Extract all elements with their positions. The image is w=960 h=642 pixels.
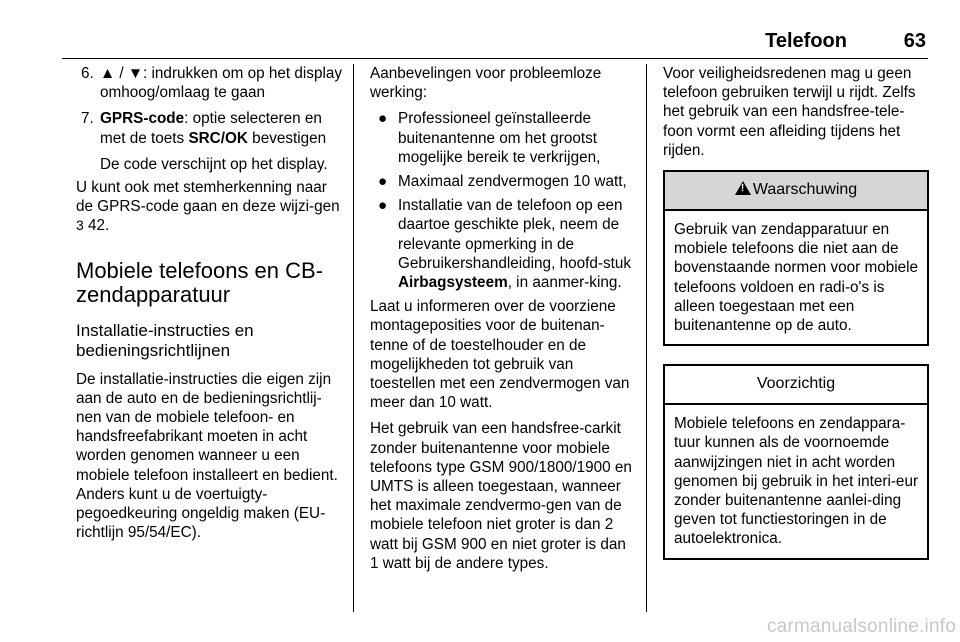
item-number: 7.: [81, 110, 94, 128]
warning-header: [665, 172, 927, 211]
src-ok-term: SRC/OK: [188, 129, 248, 147]
bullet-item: [370, 172, 636, 191]
warning-text: Gebruik van zendapparatuur en mobiele telefoons die niet aan de bovenstaande normen voor mobiele telefoons voldoen en radi-o's is alleen toegestaan met een buitenantenne op de auto.: [674, 221, 919, 335]
bullet-text: Installatie van de telefoon op een daartoe geschikte plek, neem de relevante opmerking in de Gebruikershandleiding, hoofd-stuk: [398, 197, 631, 272]
page-header: [62, 28, 928, 59]
item-text: bevestigen: [247, 129, 327, 147]
caution-header: Voorzichtig: [665, 366, 927, 405]
arrow-right-icon: 3: [76, 217, 84, 234]
bullet-icon: ●: [378, 197, 388, 215]
caution-box: [663, 364, 929, 559]
item-text: ▲ / ▼: indrukken om op het display omhoog/omlaag te gaan: [100, 65, 343, 102]
item-text: : optie selecteren en met de toets: [100, 110, 322, 147]
warning-triangle-icon: [735, 181, 751, 195]
bullet-text: Maximaal zendvermogen 10 watt,: [398, 173, 627, 191]
page-number: 63: [903, 30, 926, 52]
warning-box: [663, 170, 929, 346]
bullet-icon: ●: [378, 173, 388, 191]
bullet-item: [370, 196, 636, 292]
column-3: [663, 64, 929, 578]
caution-text: Mobiele telefoons en zendappara-tuur kunnen als de voornoemde aanwijzingen niet in acht worden genomen bij gebruik in het interi-eur zonder buitenantenne aanlei-ding geven tot functiestoringen in de autoelektronica.: [674, 415, 919, 548]
heading-installation: Installatie-instructies en bedieningsrichtlijnen: [76, 320, 254, 360]
sub-paragraph: De code verschijnt op het display.: [100, 155, 328, 173]
paragraph: [76, 178, 342, 236]
bullet-icon: ●: [378, 110, 388, 128]
section-title: Telefoon: [765, 30, 847, 52]
paragraph-text: U kunt ook met stemherkenning naar de GPRS-code gaan en deze wijzi-gen: [76, 179, 340, 216]
column-divider: [353, 64, 354, 612]
watermark: carmanualsonline.info: [766, 616, 956, 637]
paragraph: Voor veiligheidsredenen mag u geen telefoon gebruiken terwijl u rijdt. Zelfs het gebruik van een handsfree-tele-foon vormt een afleiding tijdens het rijden.: [663, 65, 916, 159]
paragraph: Laat u informeren over de voorziene montageposities voor de buitenan-tenne of de toestelhouder en de mogelijkheden tot gebruik van toestellen met een zendvermogen van meer dan 10 watt.: [370, 298, 630, 412]
column-2: [370, 64, 636, 580]
column-1: [76, 64, 342, 549]
bullet-text: Professioneel geïnstalleerde buitenantenne om het grootst mogelijke bereik te verkrijgen,: [398, 110, 601, 166]
column-divider: [646, 64, 647, 612]
bullet-item: [370, 109, 636, 167]
list-item-7: [76, 109, 342, 147]
warning-title: Waarschuwing: [752, 181, 858, 199]
gprs-code-term: GPRS-code: [100, 110, 185, 128]
list-item-6: [76, 64, 342, 102]
paragraph: Het gebruik van een handsfree-carkit zonder buitenantenne voor mobiele telefoons type GSM 900/1800/1900 en UMTS is alleen toegestaan, wanneer het maximale zendvermo-gen van de mobiele telefoon niet groter is dan 2 watt bij GSM 900 en niet groter is dan 1 watt bij de andere types.: [370, 420, 632, 572]
item-number: 6.: [81, 65, 94, 82]
airbag-term: Airbagsysteem: [398, 274, 508, 292]
paragraph: De installatie-instructies die eigen zijn aan de auto en de bedieningsrichtlij-nen van de mobiele telefoon- en handsfreefabrikant moeten in acht worden genomen wanneer u een mobiele telefoon installeert en bedient. Anders kunt u de voertuigty-pegoedkeuring ongeldig maken (EU-richtlijn 95/54/EC).: [76, 370, 338, 542]
heading-mobile-phones: Mobiele telefoons en CB-zendapparatuur: [76, 257, 324, 307]
paragraph: Aanbevelingen voor probleemloze werking:: [370, 65, 602, 102]
bullet-text: , in aanmer-king.: [507, 274, 622, 292]
page-reference: 42.: [83, 217, 110, 235]
